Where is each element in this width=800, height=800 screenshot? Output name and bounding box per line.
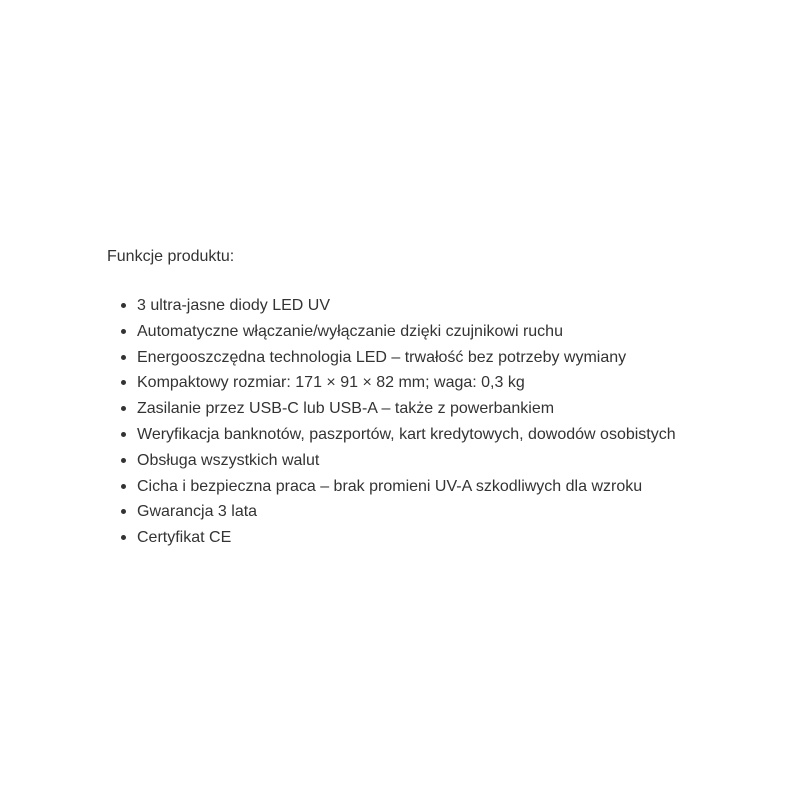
bullet-icon [121,303,126,308]
feature-text: Obsługa wszystkich walut [137,451,320,469]
feature-item [107,370,767,396]
feature-text: Gwarancja 3 lata [137,503,258,521]
feature-text: 3 ultra-jasne diody LED UV [137,297,330,314]
bullet-icon [121,484,126,489]
feature-item [107,396,767,422]
product-features-section [107,247,767,551]
feature-text: Cicha i bezpieczna praca – brak promieni UV-A szkodliwych dla wzroku [137,477,643,495]
feature-text: Weryfikacja banknotów, paszportów, kart kredytowych, dowodów osobistych [137,425,676,443]
bullet-icon [121,535,126,540]
feature-text: Zasilanie przez USB-C lub USB-A – także z powerbankiem [137,400,555,418]
feature-text: Automatyczne włączanie/wyłączanie dzięki czujnikowi ruchu [137,322,563,340]
feature-text: Energooszczędna technologia LED – trwałość bez potrzeby wymiany [137,348,627,366]
section-heading: Funkcje produktu: [107,248,235,265]
feature-item [107,474,767,500]
bullet-icon [121,458,126,463]
feature-item [107,293,767,319]
feature-item [107,499,767,525]
bullet-icon [121,406,126,411]
feature-item [107,422,767,448]
bullet-icon [121,329,126,334]
feature-item [107,525,767,551]
feature-text: Kompaktowy rozmiar: 171 × 91 × 82 mm; waga: 0,3 kg [137,374,525,392]
feature-item [107,345,767,371]
feature-item [107,319,767,345]
bullet-icon [121,509,126,514]
bullet-icon [121,432,126,437]
bullet-icon [121,355,126,360]
features-list [107,293,767,551]
feature-text: Certyfikat CE [137,529,232,547]
feature-item [107,448,767,474]
bullet-icon [121,380,126,385]
